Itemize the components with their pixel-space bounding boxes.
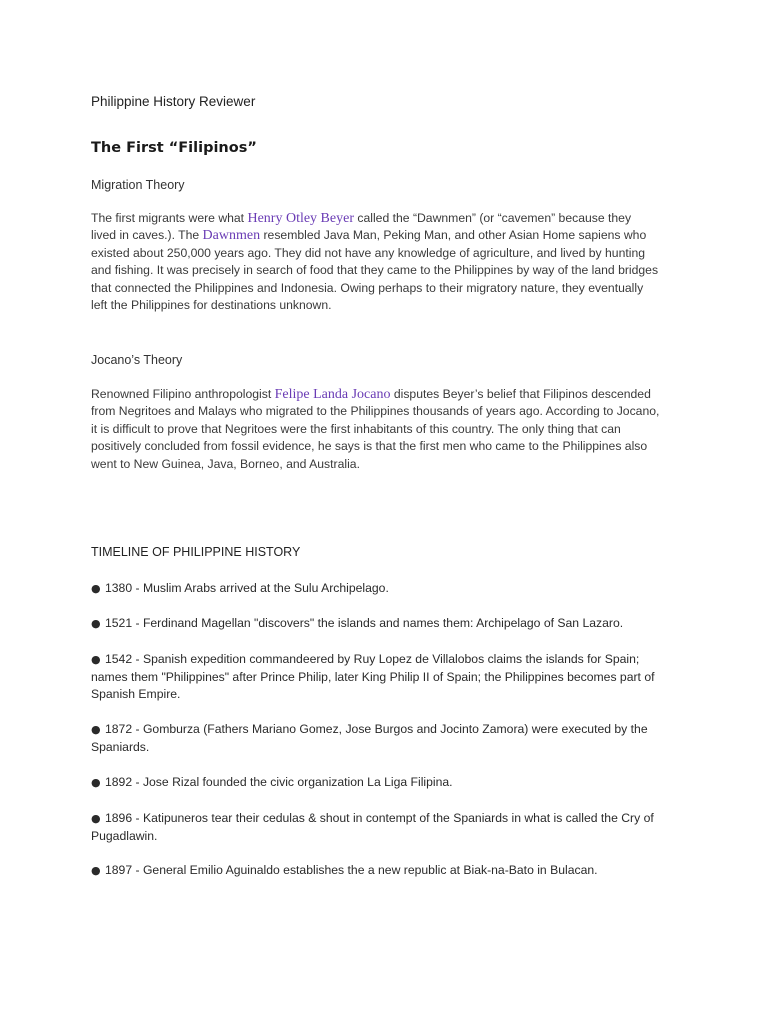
bullet-icon: ● [91,723,101,736]
paragraph-line: went to New Guinea, Java, Borneo, and Australia. [91,456,360,471]
jocano-theory-paragraph [91,386,681,473]
paragraph-line: that connected the Philippines and Indonesia. Owing perhaps to their migratory nature, they eventually [91,280,644,295]
text-span: The first migrants were what [91,211,248,225]
paragraph-line: existed about 250,000 years ago. They did not have any knowledge of agriculture, and lived by hunting [91,245,646,260]
dawnmen-name-link[interactable]: Dawnmen [202,228,261,244]
bullet-icon: ● [91,582,101,595]
timeline-text: 1896 - Katipuneros tear their cedulas & shout in contempt of the Spaniards in what is called the Cry of [101,811,654,825]
timeline-line [91,651,681,669]
timeline-item [91,615,681,633]
paragraph-line [91,386,681,403]
timeline-line: Spaniards. [91,739,150,754]
paragraph-line: and fishing. It was precisely in search of food that they came to the Philippines by way of the land bridges [91,263,659,278]
paragraph-line: it is difficult to prove that Negritoes were the first inhabitants of this country. The only thing that can [91,421,621,436]
text-span: lived in caves.). The [91,228,203,243]
timeline-heading: TIMELINE OF PHILIPPINE HISTORY [91,545,301,559]
timeline-line [91,774,681,792]
timeline-line [91,580,681,598]
timeline-line [91,810,681,828]
jocano-name-link[interactable]: Felipe Landa Jocano [274,387,391,402]
timeline-item [91,810,681,845]
timeline-item [91,774,681,792]
migration-theory-heading: Migration Theory [91,178,185,192]
text-span: disputes Beyer’s belief that Filipinos descended [390,387,651,401]
jocano-theory-heading: Jocano’s Theory [91,353,183,367]
timeline-item [91,580,681,598]
timeline-item [91,862,681,880]
timeline-line: Pugadlawin. [91,828,158,843]
timeline-line: Spanish Empire. [91,687,181,702]
timeline-text: 1897 - General Emilio Aguinaldo establishes the a new republic at Biak-na-Bato in Bulacan. [101,863,598,877]
bullet-icon: ● [91,776,101,789]
text-span: Renowned Filipino anthropologist [91,387,275,401]
timeline-item [91,721,681,756]
timeline-line [91,862,681,880]
timeline-text: 1872 - Gomburza (Fathers Mariano Gomez, Jose Burgos and Jocinto Zamora) were executed by the [101,722,648,736]
paragraph-line: left the Philippines for destinations unknown. [91,298,332,313]
timeline-text: 1542 - Spanish expedition commandeered by Ruy Lopez de Villalobos claims the islands for Spain; [101,652,640,666]
timeline-text: 1380 - Muslim Arabs arrived at the Sulu Archipelago. [101,581,389,595]
paragraph-line [91,210,681,227]
document-title: Philippine History Reviewer [91,94,256,109]
bullet-icon: ● [91,864,101,877]
timeline-text: 1521 - Ferdinand Magellan "discovers" the islands and names them: Archipelago of San Lazaro. [101,616,624,630]
bullet-icon: ● [91,812,101,825]
section-title: The First “Filipinos” [91,140,257,156]
timeline-text: 1892 - Jose Rizal founded the civic organization La Liga Filipina. [101,775,453,789]
paragraph-line: positively concluded from fossil evidence, he says is that the first men who came to the Philippines also [91,439,648,454]
bullet-icon: ● [91,653,101,666]
text-span: called the “Dawnmen” (or “cavemen” because they [354,211,632,225]
timeline-line: names them "Philippines" after Prince Philip, later King Philip II of Spain; the Philippines becomes part of [91,669,655,684]
text-span: resembled Java Man, Peking Man, and other Asian Home sapiens who [260,228,647,243]
timeline-item [91,651,681,704]
paragraph-line [91,227,681,244]
timeline-line [91,721,681,739]
migration-theory-paragraph [91,210,681,314]
beyer-name-link[interactable]: Henry Otley Beyer [247,211,354,226]
timeline-line [91,615,681,633]
bullet-icon: ● [91,617,101,630]
paragraph-line: from Negritoes and Malays who migrated to the Philippines thousands of years ago. According to Jocano, [91,404,660,419]
